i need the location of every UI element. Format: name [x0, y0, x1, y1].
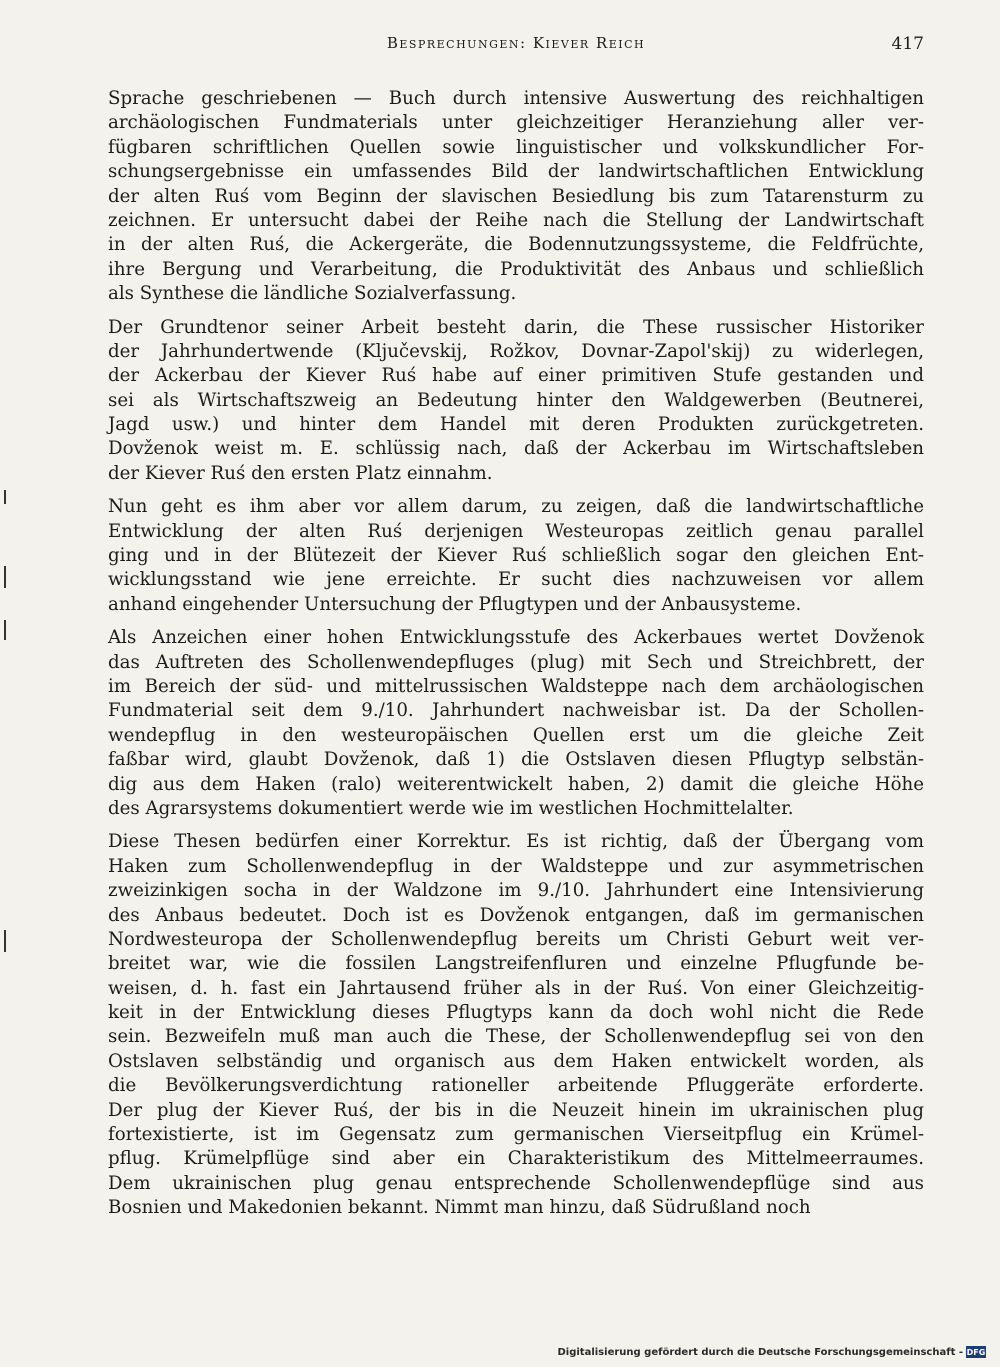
text-line: sei als Wirtschaftszweig an Bedeutung hinter den Waldgewerben (Beutnerei,	[108, 389, 924, 411]
scan-edge-mark	[4, 930, 6, 952]
text-line: der Ackerbau der Kiever Ruś habe auf einer primitiven Stufe gestanden und	[108, 365, 924, 387]
text-line: des Agrarsystems dokumentiert werde wie im westlichen Hochmittelalter.	[108, 797, 794, 819]
text-line: der alten Ruś vom Beginn der slavischen Besiedlung bis zum Tatarensturm zu	[108, 185, 924, 207]
scan-edge-mark	[4, 620, 6, 640]
text-line: Nun geht es ihm aber vor allem darum, zu zeigen, daß die landwirtschaftliche	[108, 496, 924, 518]
paragraph	[108, 495, 924, 617]
text-line: dig aus dem Haken (ralo) weiterentwickelt haben, 2) damit die gleiche Höhe	[108, 773, 924, 795]
text-line: Dovženok weist m. E. schlüssig nach, daß der Ackerbau im Wirtschaftsleben	[108, 438, 924, 460]
text-line: Als Anzeichen einer hohen Entwicklungsstufe des Ackerbaues wertet Dovženok	[108, 627, 924, 649]
text-line: schungsergebnisse ein umfassendes Bild der landwirtschaftlichen Entwicklung	[108, 161, 924, 183]
text-line: zweizinkigen socha in der Waldzone im 9./10. Jahrhundert eine Intensivierung	[108, 880, 924, 902]
text-line: in der alten Ruś, die Ackergeräte, die Bodennutzungssysteme, die Feldfrüchte,	[108, 234, 924, 256]
text-line: fortexistierte, ist im Gegensatz zum germanischen Vierseitpflug ein Krümel-	[108, 1124, 924, 1146]
text-line: Nordwesteuropa der Schollenwendepflug bereits um Christi Geburt weit ver-	[108, 928, 924, 950]
scan-edge-mark	[4, 566, 6, 588]
dfg-logo: DFG	[966, 1347, 986, 1357]
text-line: archäologischen Fundmaterials unter gleichzeitiger Heranziehung aller ver-	[108, 112, 924, 134]
paragraph	[108, 626, 924, 821]
text-line: wicklungsstand wie jene erreichte. Er sucht dies nachzuweisen vor allem	[108, 569, 924, 591]
text-line: keit in der Entwicklung dieses Pflugtyps kann da doch wohl nicht die Rede	[108, 1002, 924, 1024]
text-line: sein. Bezweifeln muß man auch die These, der Schollenwendepflug sei von den	[108, 1026, 924, 1048]
text-line: pflug. Krümelpflüge sind aber ein Charakteristikum des Mittelmeerraumes.	[108, 1148, 924, 1170]
text-line: Der Grundtenor seiner Arbeit besteht darin, die These russischer Historiker	[108, 316, 924, 338]
text-line: der Jahrhundertwende (Ključevskij, Rožkov, Dovnar-Zapol'skij) zu widerlegen,	[108, 340, 924, 362]
text-line: anhand eingehender Untersuchung der Pflugtypen und der Anbausysteme.	[108, 593, 802, 615]
text-line: Haken zum Schollenwendepflug in der Waldsteppe und zur asymmetrischen	[108, 855, 924, 877]
text-line: ihre Bergung und Verarbeitung, die Produktivität des Anbaus und schließlich	[108, 258, 924, 280]
page-header	[108, 34, 924, 60]
text-line: die Bevölkerungsverdichtung rationeller arbeitende Pfluggeräte erforderte.	[108, 1075, 924, 1097]
paragraph	[108, 830, 924, 1220]
running-head: Besprechungen: Kiever Reich	[386, 34, 646, 52]
text-line: ging und in der Blütezeit der Kiever Ruś schließlich sogar den gleichen Ent-	[108, 545, 924, 567]
text-line: Ostslaven selbständig und organisch aus dem Haken entwickelt worden, als	[108, 1050, 924, 1072]
text-line: fügbaren schriftlichen Quellen sowie linguistischer und volkskundlicher For-	[108, 136, 924, 158]
text-line: Fundmaterial seit dem 9./10. Jahrhundert nachweisbar ist. Da der Schollen-	[108, 700, 924, 722]
text-line: als Synthese die ländliche Sozialverfassung.	[108, 283, 517, 305]
text-line: Diese Thesen bedürfen einer Korrektur. Es ist richtig, daß der Übergang vom	[108, 831, 924, 853]
paragraph	[108, 316, 924, 487]
text-line: faßbar wird, glaubt Dovženok, daß 1) die Ostslaven diesen Pflugtyp selbstän-	[108, 749, 924, 771]
body-text	[108, 87, 924, 1230]
text-line: breitet war, wie die fossilen Langstreifenfluren und einzelne Pflugfunde be-	[108, 953, 924, 975]
text-line: im Bereich der süd- und mittelrussischen Waldsteppe nach dem archäologischen	[108, 675, 924, 697]
digitization-credit: Digitalisierung gefördert durch die Deutsche Forschungsgemeinschaft -	[557, 1346, 963, 1358]
scan-edge-mark	[4, 490, 6, 504]
text-line: das Auftreten des Schollenwendepfluges (plug) mit Sech und Streichbrett, der	[108, 651, 924, 673]
text-line: des Anbaus bedeutet. Doch ist es Dovženok entgangen, daß im germanischen	[108, 904, 924, 926]
text-line: Bosnien und Makedonien bekannt. Nimmt man hinzu, daß Südrußland noch	[108, 1197, 811, 1219]
paragraph	[108, 87, 924, 307]
text-line: wendepflug in den westeuropäischen Quellen erst um die gleiche Zeit	[108, 724, 924, 746]
text-line: Jagd usw.) und hinter dem Handel mit deren Produkten zurückgetreten.	[108, 414, 924, 436]
text-line: Sprache geschriebenen — Buch durch intensive Auswertung des reichhaltigen	[108, 88, 924, 109]
page-number: 417	[891, 34, 924, 54]
page-footer	[557, 1344, 986, 1360]
text-line: weisen, d. h. fast ein Jahrtausend früher als in der Ruś. Von einer Gleichzeitig-	[108, 977, 924, 999]
text-line: der Kiever Ruś den ersten Platz einnahm.	[108, 462, 493, 484]
text-line: Der plug der Kiever Ruś, der bis in die Neuzeit hinein im ukrainischen plug	[108, 1099, 924, 1121]
text-line: Dem ukrainischen plug genau entsprechende Schollenwendepflüge sind aus	[108, 1172, 924, 1194]
text-line: zeichnen. Er untersucht dabei der Reihe nach die Stellung der Landwirtschaft	[108, 209, 924, 231]
text-line: Entwicklung der alten Ruś derjenigen Westeuropas zeitlich genau parallel	[108, 520, 924, 542]
